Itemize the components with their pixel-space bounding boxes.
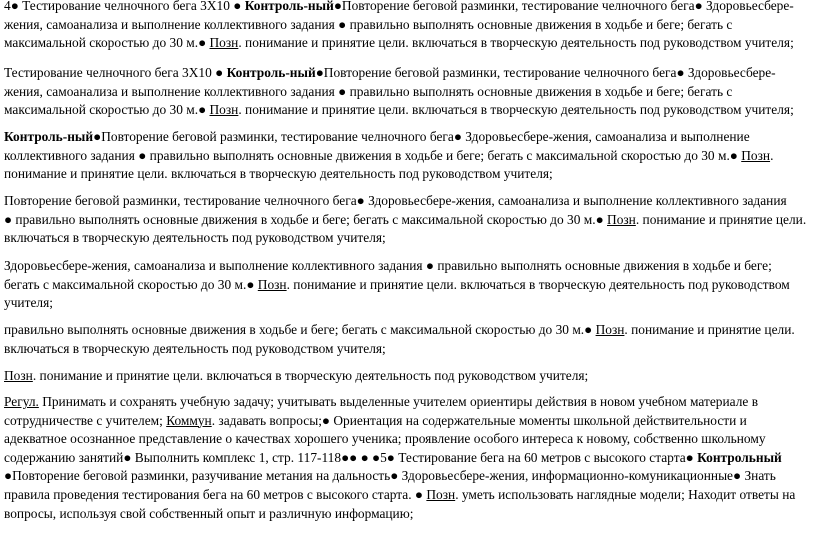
text-line [4, 34, 812, 53]
bold-term: Контроль-ный [244, 0, 334, 13]
underlined-term: Позн [257, 276, 287, 292]
text-run: ●Повторение беговой разминки, тестирование челночного бега● Здоровьесбере-жения, самоанализа и выполнение [93, 129, 750, 144]
text-run: жения, самоанализа и выполнение коллективного задания ● правильно выполнять основные движения в ходьбе и беге; бегать с [4, 83, 733, 99]
text-run: . задавать вопросы;● Ориентация на содержательные моменты школьной действительности и [211, 412, 747, 428]
text-line [4, 294, 812, 313]
text-run: учителя; [4, 295, 53, 311]
bold-term: Контроль-ный [4, 129, 94, 144]
text-run: содержанию занятий● Выполнить комплекс 1, стр. 117-118●● ● ●5● Тестирование бега на 60 метров с высокого старта● [4, 449, 698, 465]
text-line [4, 430, 812, 449]
paragraph-1 [4, 0, 812, 53]
text-run: . понимание и принятие цели. включаться в творческую деятельность под руководством [286, 276, 790, 292]
paragraph-5 [4, 257, 812, 313]
underlined-term: Регул. [4, 394, 39, 409]
text-line [4, 505, 812, 524]
text-line [4, 340, 812, 359]
paragraph-8 [4, 393, 812, 523]
text-run: правильно выполнять основные движения в ходьбе и беге; бегать с максимальной скоростью до 30 м.● [4, 322, 596, 337]
text-run: включаться в творческую деятельность под руководством учителя; [4, 230, 386, 246]
paragraph-3 [4, 128, 812, 184]
underlined-term: Позн [607, 211, 636, 227]
text-line [4, 192, 812, 211]
text-line [4, 211, 812, 230]
underlined-term: Позн [209, 35, 239, 51]
text-run: ●Повторение беговой разминки, разучивание метания на дальность● Здоровьесбере-жения, информационно-комуникационные● Знать [4, 468, 776, 484]
text-line [4, 486, 812, 505]
text-run: ●Повторение беговой разминки, тестирование челночного бега● Здоровьесбере- [333, 0, 794, 13]
text-line [4, 165, 812, 184]
underlined-term: Коммун [166, 412, 212, 428]
text-line [4, 449, 812, 468]
text-line [4, 412, 812, 431]
text-run: Повторение беговой разминки, тестирование челночного бега● Здоровьесбере-жения, самоанализа и выполнение коллективного задания [4, 193, 787, 208]
paragraph-2 [4, 64, 812, 120]
text-run: максимальной скоростью до 30 м.● [4, 35, 210, 51]
text-line [4, 0, 812, 16]
text-run: 4● Тестирование челночного бега 3Х10 ● [4, 0, 245, 13]
text-run: . [770, 147, 774, 163]
text-run: . понимание и принятие цели. [624, 322, 795, 337]
text-run: коллективного задания ● правильно выполнять основные движения в ходьбе и беге; бегать с максимальной скоростью до 30 м.● [4, 147, 742, 163]
text-line [4, 101, 812, 120]
text-line [4, 147, 812, 166]
text-run: максимальной скоростью до 30 м.● [4, 102, 210, 118]
text-line [4, 467, 812, 486]
text-run: вопросы, используя свой собственный опыт и различную информацию; [4, 505, 414, 521]
paragraph-4 [4, 192, 812, 248]
underlined-term: Позн [209, 102, 239, 118]
text-run: сотрудничестве с учителем; [4, 412, 167, 428]
text-run: понимание и принятие цели. включаться в творческую деятельность под руководством учителя; [4, 166, 553, 182]
text-run: . уметь использовать наглядные модели; Находит ответы на [455, 486, 796, 502]
text-run: Принимать и сохранять учебную задачу; учитывать выделенные учителем ориентиры действия в новом учебном материале в [38, 394, 759, 409]
underlined-term: Позн [741, 147, 771, 163]
text-run: Здоровьесбере-жения, самоанализа и выполнение коллективного задания ● правильно выполнять основные движения в ходьбе и беге; [4, 258, 772, 273]
text-run: бегать с максимальной скоростью до 30 м.● [4, 276, 258, 292]
text-run: . понимание и принятие цели. [635, 211, 807, 227]
underlined-term: Позн [4, 368, 33, 383]
text-run: Тестирование челночного бега 3Х10 ● [4, 65, 227, 80]
text-line [4, 64, 812, 83]
text-line [4, 229, 812, 248]
text-line [4, 83, 812, 102]
text-line [4, 276, 812, 295]
text-run: . понимание и принятие цели. включаться в творческую деятельность под руководством учителя; [238, 102, 794, 118]
text-line [4, 128, 812, 147]
text-line [4, 16, 812, 35]
text-line [4, 367, 812, 386]
text-run: жения, самоанализа и выполнение коллективного задания ● правильно выполнять основные движения в ходьбе и беге; бегать с [4, 16, 733, 32]
text-run: ●Повторение беговой разминки, тестирование челночного бега● Здоровьесбере- [315, 65, 776, 80]
text-run: ● правильно выполнять основные движения в ходьбе и беге; бегать с максимальной скоростью до 30 м.● [4, 211, 608, 227]
text-run: адекватное осознанное представление о качествах хорошего ученика; проявление особого интереса к новому, собственно школьному [4, 431, 766, 447]
bold-term: Контрольный [697, 449, 782, 465]
text-line [4, 321, 812, 340]
paragraph-6 [4, 321, 812, 358]
bold-term: Контроль-ный [226, 65, 316, 80]
text-run: включаться в творческую деятельность под руководством учителя; [4, 340, 386, 356]
paragraph-7 [4, 367, 812, 386]
text-run: . понимание и принятие цели. включаться в творческую деятельность под руководством учителя; [238, 35, 794, 51]
underlined-term: Позн [595, 322, 625, 337]
text-run: . понимание и принятие цели. включаться в творческую деятельность под руководством учителя; [32, 368, 589, 383]
underlined-term: Позн [426, 486, 456, 502]
text-line [4, 257, 812, 276]
text-run: правила проведения тестирования бега на 60 метров с высокого старта. ● [4, 486, 427, 502]
text-line [4, 393, 812, 412]
